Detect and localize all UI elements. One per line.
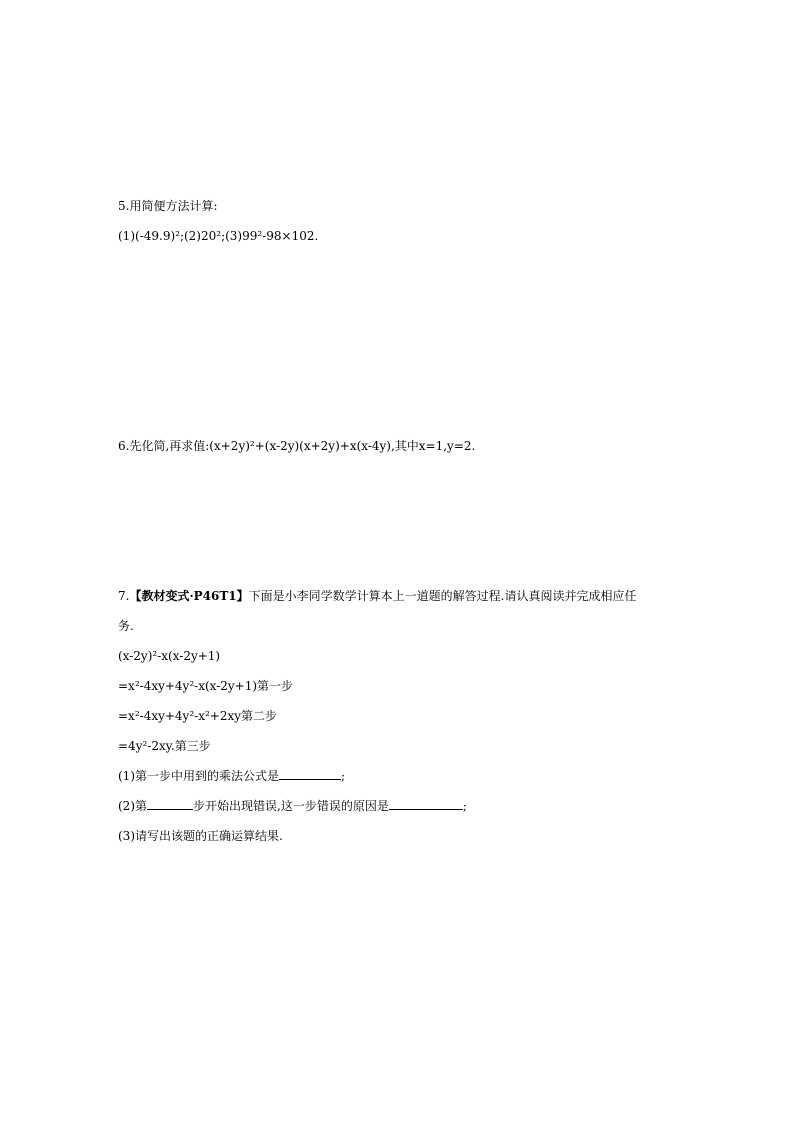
question-7-task-1	[118, 768, 345, 784]
question-7-step-3: =4y²-2xy.第三步	[118, 739, 211, 753]
question-7-source-tag: 【教材变式·P46T1】	[129, 589, 249, 603]
task-2-middle: 步开始出现错误,这一步错误的原因是	[193, 799, 389, 813]
question-7-step-2: =x²-4xy+4y²-x²+2xy第二步	[118, 709, 278, 723]
task-2-reason-blank[interactable]	[389, 798, 463, 810]
question-7-task-2	[118, 798, 467, 814]
question-7-intro: 下面是小李同学数学计算本上一道题的解答过程.请认真阅读并完成相应任	[248, 589, 637, 603]
question-7-step-1: =x²-4xy+4y²-x(x-2y+1)第一步	[118, 679, 294, 693]
question-7-task-3: (3)请写出该题的正确运算结果.	[118, 829, 283, 843]
question-5-prompt: 5.用简便方法计算:	[118, 199, 218, 213]
task-2-end: ;	[462, 799, 467, 813]
task-1-label: (1)第一步中用到的乘法公式是	[118, 769, 279, 783]
question-7-number: 7.	[118, 589, 130, 603]
question-7-expression: (x-2y)²-x(x-2y+1)	[118, 649, 221, 663]
task-1-end: ;	[341, 769, 346, 783]
task-1-answer-blank[interactable]	[279, 768, 341, 780]
question-7-intro-continued: 务.	[118, 619, 134, 633]
question-7-header	[118, 588, 636, 604]
task-2-step-blank[interactable]	[147, 798, 193, 810]
question-6: 6.先化简,再求值:(x+2y)²+(x-2y)(x+2y)+x(x-4y),其中x=1,y=2.	[118, 439, 476, 453]
question-5-items: (1)(-49.9)²;(2)20²;(3)99²-98×102.	[118, 229, 319, 243]
task-2-label: (2)第	[118, 799, 147, 813]
